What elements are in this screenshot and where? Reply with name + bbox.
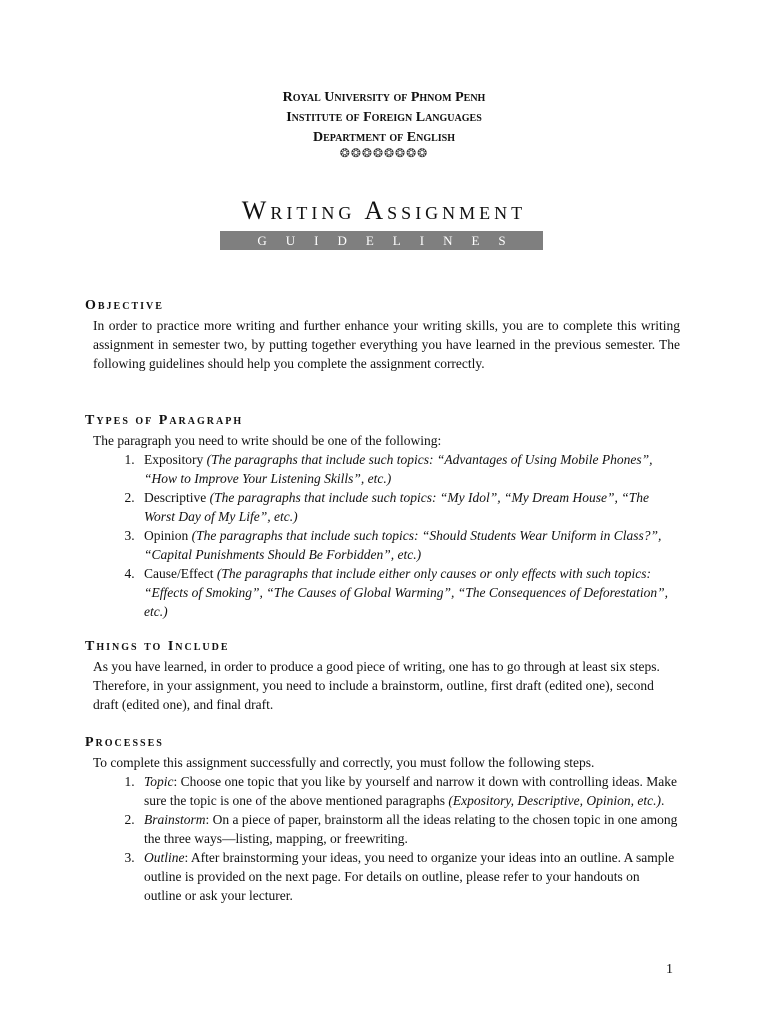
subtitle-banner: GUIDELINES [220,231,543,250]
institution-header [0,88,768,148]
list-item: 3. Opinion (The paragraphs that include such topics: “Should Students Wear Uniform in Class?”, “Capital Punishments Should Be Forbidden”, etc.) [138,526,680,564]
include-heading: Things to Include [85,639,230,654]
list-item: 1. Topic: Choose one topic that you like by yourself and narrow it down with controlling ideas. Make sure the topic is one of the above mentioned paragraphs (Expository, Descriptive, Opinion, etc.). [138,772,680,810]
page-title: Writing Assignment [241,196,527,225]
list-item: 2. Brainstorm: On a piece of paper, brainstorm all the ideas relating to the chosen topic in one among the three ways—listing, mapping, or freewriting. [138,810,680,848]
objective-text: In order to practice more writing and further enhance your writing skills, you are to complete this writing assignment in semester two, by putting together everything you have learned in the previous semester. The following guidelines should help you complete the assignment correctly. [93,318,680,371]
processes-intro: To complete this assignment successfully and correctly, you must follow the following steps. [93,755,595,770]
types-section [85,413,680,621]
types-heading: Types of Paragraph [85,413,244,428]
include-section [85,639,680,714]
objective-heading: Objective [85,298,164,313]
list-item: 3. Outline: After brainstorming your ideas, you need to organize your ideas into an outline. A sample outline is provided on the next page. For details on outline, please refer to your handouts on outline or ask your lecturer. [138,848,680,905]
ornament-divider: ❂❂❂❂❂❂❂❂ [339,146,429,160]
include-text: As you have learned, in order to produce a good piece of writing, one has to go through at least six steps. Therefore, in your assignment, you need to include a brainstorm, outline, first draft (edited one), second draft (edited one), and final draft. [93,659,660,712]
institute-name: Institute of Foreign Languages [286,110,482,125]
department-name: Department of English [312,130,456,145]
processes-heading: Processes [85,735,164,750]
processes-list [85,772,680,905]
university-name: Royal University of Phnom Penh [282,90,486,105]
list-item: 4. Cause/Effect (The paragraphs that include either only causes or only effects with such topics: “Effects of Smoking”, “The Causes of Global Warming”, “The Consequences of Deforestation”, etc.) [138,564,680,621]
types-list [85,450,680,621]
list-item: 1. Expository (The paragraphs that include such topics: “Advantages of Using Mobile Phones”, “How to Improve Your Listening Skills”, etc.) [138,450,680,488]
page-number: 1 [666,962,673,977]
processes-section [85,735,680,905]
objective-section [85,298,680,373]
types-intro: The paragraph you need to write should be one of the following: [93,433,442,448]
list-item: 2. Descriptive (The paragraphs that include such topics: “My Idol”, “My Dream House”, “The Worst Day of My Life”, etc.) [138,488,680,526]
